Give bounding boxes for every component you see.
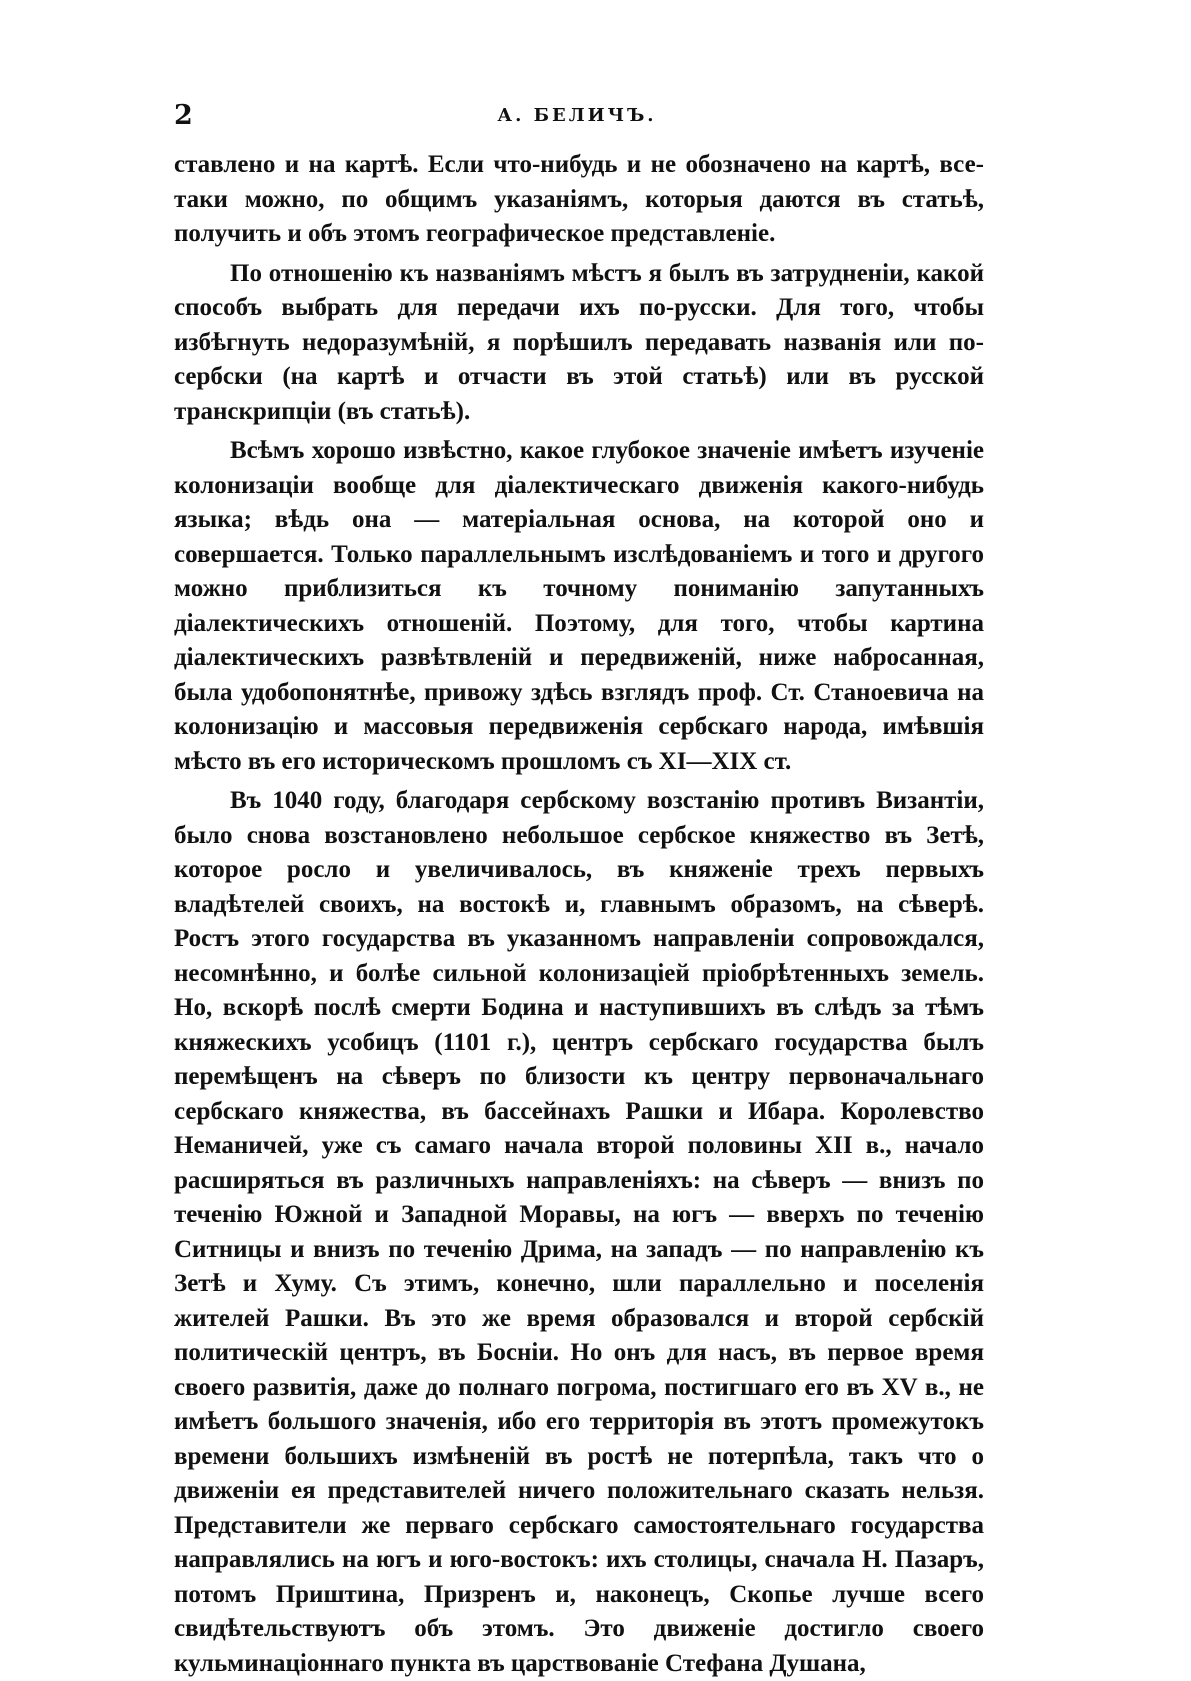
page-header bbox=[174, 96, 980, 136]
paragraph: По отношенію къ названіямъ мѣстъ я былъ въ затрудненіи, какой способъ выбрать для передачи ихъ по-русски. Для того, чтобы избѣгнуть недоразумѣній, я порѣшилъ передавать названія или по-сербски (на картѣ и отчасти въ этой статьѣ) или въ русской транскрипціи (въ статьѣ). bbox=[174, 259, 984, 425]
paragraph: Въ 1040 году, благодаря сербскому возстанію противъ Византіи, было снова возстановлено небольшое сербское княжество въ Зетѣ, которое росло и увеличивалось, въ княженіе трехъ первыхъ владѣтелей своихъ, на востокѣ и, главнымъ образомъ, на сѣверѣ. Ростъ этого государства въ указанномъ направленіи сопровождался, несомнѣнно, и болѣе сильной колонизаціей пріобрѣтенныхъ земель. Но, вскорѣ послѣ смерти Бодина и наступившихъ въ слѣдъ за тѣмъ княжескихъ усобицъ (1101 г.), центръ сербскаго государства былъ перемѣщенъ на сѣверъ по близости къ центру первоначальнаго сербскаго княжества, въ бассейнахъ Рашки и Ибара. Королевство Неманичей, уже съ самаго начала второй половины XII в., начало расширяться въ различныхъ направленіяхъ: на сѣверъ — внизъ по теченію Южной и Западной Моравы, на югъ — вверхъ по теченію Ситницы и внизъ по теченію Дрима, на западъ — по направленію къ Зетѣ и Хуму. Съ этимъ, конечно, шли параллельно и поселенія жителей Рашки. Въ это же время образовался и второй сербскій политическій центръ, въ Босніи. Но онъ для насъ, въ первое время своего развитія, даже до полнаго погрома, постигшаго его въ XV в., не имѣетъ большого значенія, ибо его территорія въ этотъ промежутокъ времени большихъ измѣненій въ ростѣ не потерпѣла, такъ что о движеніи ея представителей ничего положительнаго сказать нельзя. Представители же перваго сербскаго самостоятельнаго государства направлялись на югъ и юго-востокъ: ихъ столицы, сначала Н. Пазаръ, потомъ Приштина, Призренъ и, наконецъ, Скопье лучше всего свидѣтельствуютъ объ этомъ. Это движеніе достигло своего кульминаціоннаго пункта въ царствованіе Стефана Душана, bbox=[174, 787, 984, 1677]
page-number: 2 bbox=[174, 100, 193, 131]
body-text bbox=[174, 148, 984, 1681]
running-head: А. БЕЛИЧЪ. bbox=[497, 105, 657, 126]
paragraph: Всѣмъ хорошо извѣстно, какое глубокое значеніе имѣетъ изученіе колонизаціи вообще для діалектическаго движенія какого-нибудь языка; вѣдь она — матеріальная основа, на которой оно и совершается. Только параллельнымъ изслѣдованіемъ и того и другого можно приблизиться къ точному пониманію запутанныхъ діалектическихъ отношеній. Поэтому, для того, чтобы картина діалектическихъ развѣтвленій и передвиженій, ниже набросанная, была удобопонятнѣе, привожу здѣсь взглядъ проф. Ст. Станоевича на колонизацію и массовыя передвиженія сербскаго народа, имѣвшія мѣсто въ его историческомъ прошломъ съ XI—XIX ст. bbox=[174, 437, 984, 775]
paragraph-continued: ставлено и на картѣ. Если что-нибудь и не обозначено на картѣ, все-таки можно, по общимъ указаніямъ, которыя даются въ статьѣ, получить и объ этомъ географическое представленіе. bbox=[174, 151, 984, 247]
